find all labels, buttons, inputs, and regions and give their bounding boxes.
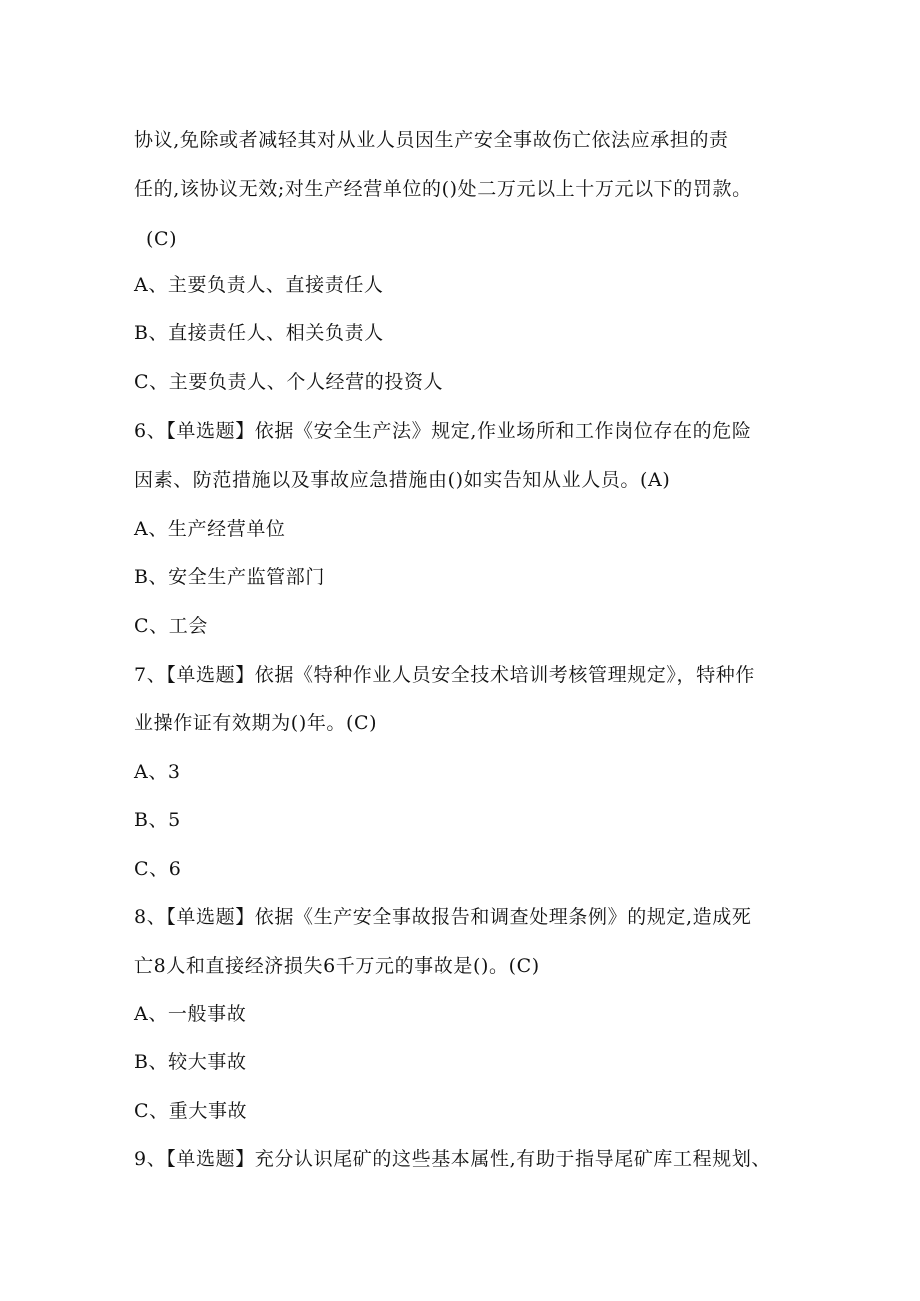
option-b: B、安全生产监管部门 xyxy=(134,566,325,588)
question-6-cont: 因素、防范措施以及事故应急措施由()如实告知从业人员。(A) xyxy=(134,469,671,491)
option-c: C、主要负责人、个人经营的投资人 xyxy=(134,371,444,393)
question-6: 6、【单选题】依据《安全生产法》规定,作业场所和工作岗位存在的危险 xyxy=(134,420,752,442)
option-a: A、生产经营单位 xyxy=(134,518,286,540)
option-c: C、工会 xyxy=(134,615,208,637)
question-9: 9、【单选题】充分认识尾矿的这些基本属性,有助于指导尾矿库工程规划、 xyxy=(134,1148,772,1170)
option-c: C、6 xyxy=(134,858,182,880)
option-b: B、5 xyxy=(134,809,181,831)
option-b: B、较大事故 xyxy=(134,1051,247,1073)
option-a: A、主要负责人、直接责任人 xyxy=(134,274,384,296)
option-a: A、一般事故 xyxy=(134,1003,247,1025)
question-7: 7、【单选题】依据《特种作业人员安全技术培训考核管理规定》，特种作 xyxy=(134,664,755,686)
option-a: A、3 xyxy=(134,761,181,783)
option-c: C、重大事故 xyxy=(134,1100,248,1122)
text-line: 任的,该协议无效;对生产经营单位的()处二万元以上十万元以下的罚款。 xyxy=(134,178,752,200)
text-line: 协议,免除或者减轻其对从业人员因生产安全事故伤亡依法应承担的责 xyxy=(134,129,729,151)
question-8: 8、【单选题】依据《生产安全事故报告和调查处理条例》的规定,造成死 xyxy=(134,906,752,928)
answer-key: (C) xyxy=(146,228,178,250)
question-7-cont: 业操作证有效期为()年。(C) xyxy=(134,712,378,734)
option-b: B、直接责任人、相关负责人 xyxy=(134,322,384,344)
question-8-cont: 亡8人和直接经济损失6千万元的事故是()。(C) xyxy=(134,955,540,977)
